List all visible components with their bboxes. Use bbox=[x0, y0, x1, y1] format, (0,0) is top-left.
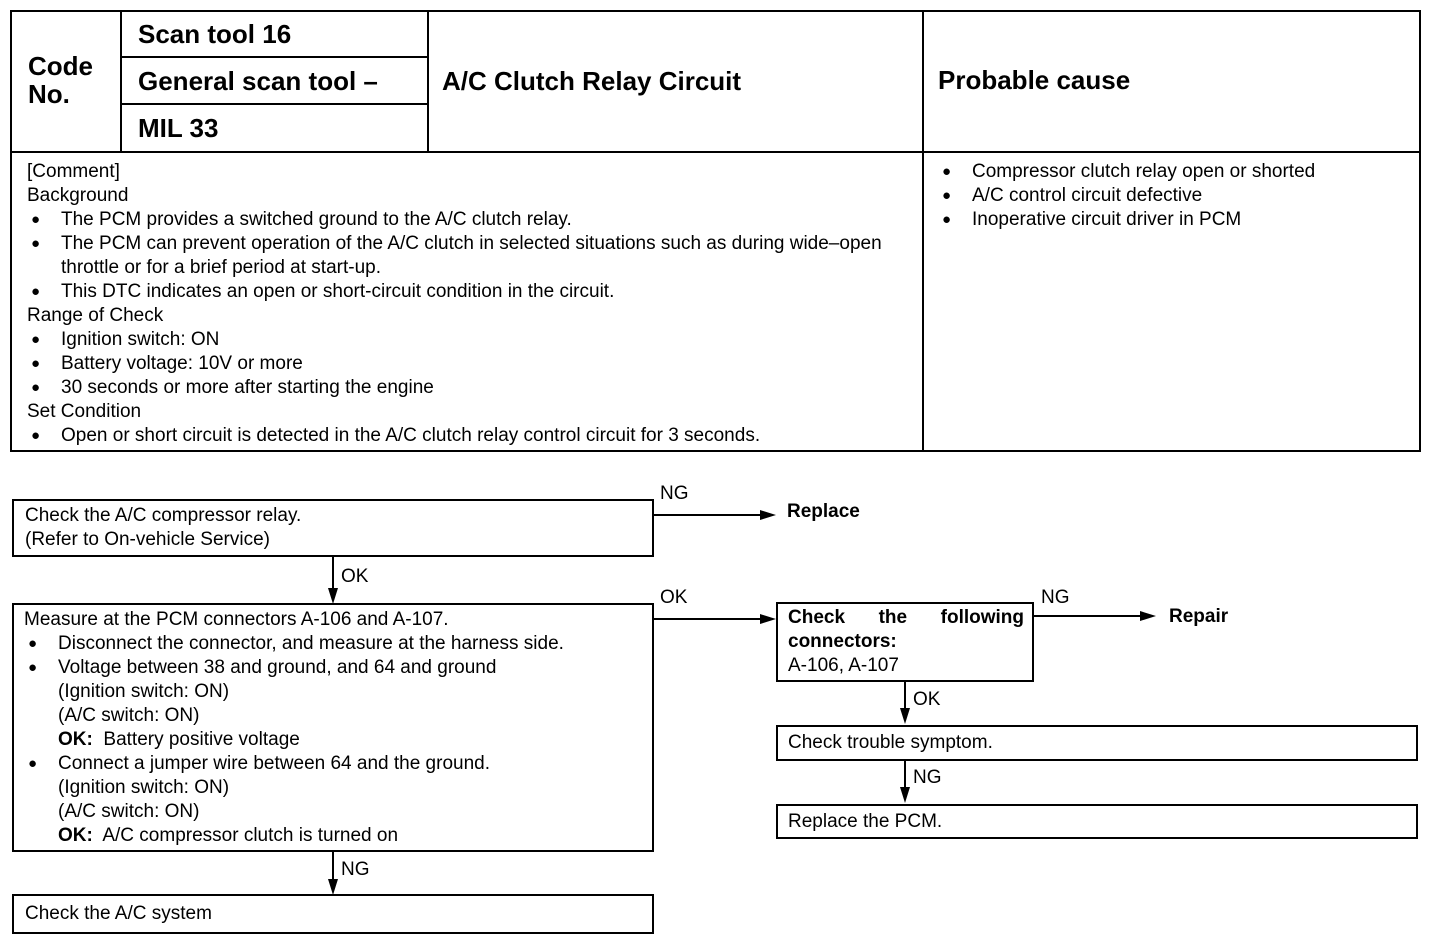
page-title: A/C Clutch Relay Circuit bbox=[442, 66, 742, 96]
ng-label: NG bbox=[341, 859, 370, 880]
code-no-label: Code No. bbox=[28, 51, 93, 109]
comment-block bbox=[27, 160, 912, 448]
ok-label: OK bbox=[913, 689, 941, 710]
connectors-text: Check the following connectors: A-106, A-107 bbox=[788, 607, 1024, 676]
range-item: ● 30 seconds or more after starting the engine bbox=[27, 376, 912, 400]
probable-cause-list bbox=[938, 160, 1315, 232]
step2-bullet: ● Connect a jumper wire between 64 and the ground. (Ignition switch: ON) (A/C switch: ON) OK: A/C compressor clutch is turned on bbox=[24, 752, 649, 848]
trouble-text: Check trouble symptom. bbox=[788, 732, 993, 753]
step3-text: Check the A/C system bbox=[25, 903, 212, 924]
range-heading: Range of Check bbox=[27, 305, 164, 326]
step1-text: Check the A/C compressor relay. (Refer to On-vehicle Service) bbox=[25, 505, 302, 550]
ng-label: NG bbox=[913, 767, 942, 788]
repair-result: Repair bbox=[1169, 606, 1229, 627]
background-item: ● The PCM provides a switched ground to the A/C clutch relay. bbox=[27, 208, 912, 232]
scan-tool-label: Scan tool 16 bbox=[138, 19, 292, 49]
comment-label: [Comment] bbox=[27, 161, 120, 182]
general-scan-tool-label: General scan tool – bbox=[138, 66, 378, 96]
background-heading: Background bbox=[27, 185, 129, 206]
ng-label: NG bbox=[1041, 587, 1070, 608]
ng-label: NG bbox=[660, 483, 689, 504]
replace-result: Replace bbox=[787, 501, 860, 522]
probable-cause-heading: Probable cause bbox=[938, 65, 1131, 95]
step2-title: Measure at the PCM connectors A-106 and A-107. bbox=[24, 609, 449, 630]
mil-label: MIL 33 bbox=[138, 113, 219, 143]
ok-label: OK bbox=[341, 566, 369, 587]
background-item: ● The PCM can prevent operation of the A/C clutch in selected situations such as during wide–open throttle or for a brief period at start-up. bbox=[27, 232, 912, 280]
ok-label: OK bbox=[660, 587, 688, 608]
step2-bullet: ● Voltage between 38 and ground, and 64 and ground (Ignition switch: ON) (A/C switch: ON) OK: Battery positive voltage bbox=[24, 656, 649, 752]
cause-item: ● A/C control circuit defective bbox=[938, 184, 1315, 208]
cause-item: ● Inoperative circuit driver in PCM bbox=[938, 208, 1315, 232]
range-item: ● Battery voltage: 10V or more bbox=[27, 352, 912, 376]
cause-item: ● Compressor clutch relay open or shorted bbox=[938, 160, 1315, 184]
background-item: ● This DTC indicates an open or short-circuit condition in the circuit. bbox=[27, 280, 912, 304]
replace-pcm-text: Replace the PCM. bbox=[788, 811, 943, 832]
range-item: ● Ignition switch: ON bbox=[27, 328, 912, 352]
step2-bullet: ● Disconnect the connector, and measure at the harness side. bbox=[24, 632, 649, 656]
step2-text bbox=[24, 608, 649, 848]
set-heading: Set Condition bbox=[27, 401, 142, 422]
set-item: ● Open or short circuit is detected in the A/C clutch relay control circuit for 3 seconds. bbox=[27, 424, 912, 448]
